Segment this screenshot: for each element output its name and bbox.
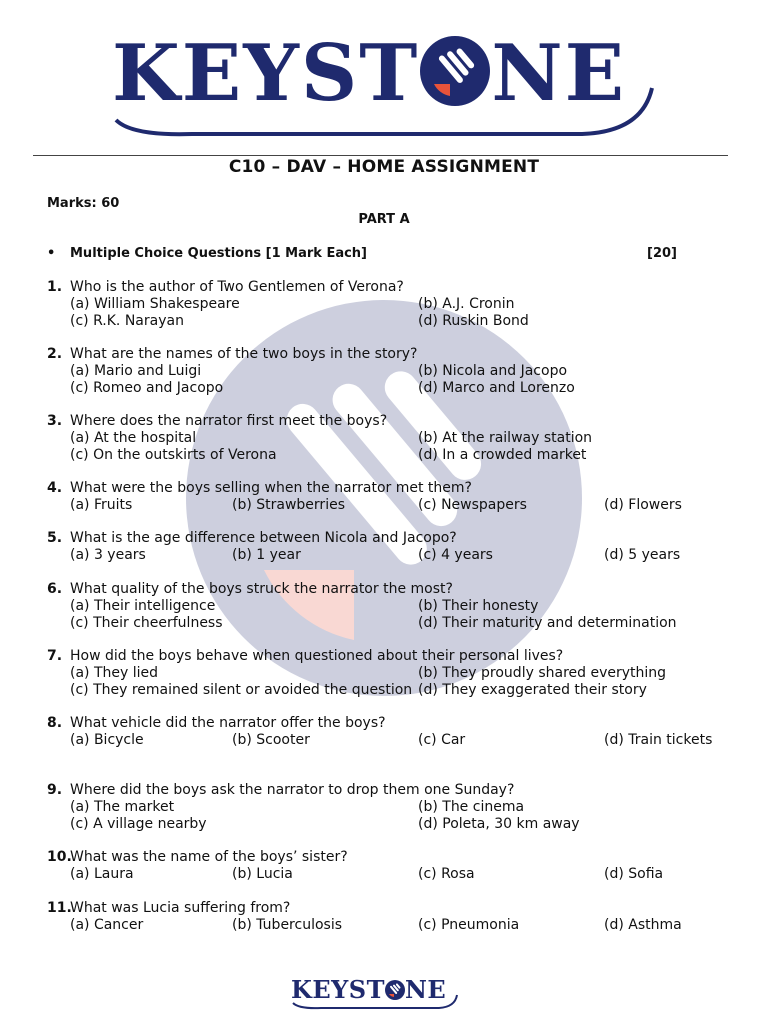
question-number: 8.: [47, 715, 63, 731]
option-a: (a) William Shakespeare: [70, 296, 240, 312]
option-c: (c) Their cheerfulness: [70, 615, 223, 631]
question-text: What are the names of the two boys in the story?: [70, 346, 418, 362]
question-text: What was the name of the boys’ sister?: [70, 849, 348, 865]
option-b: (b) 1 year: [232, 547, 301, 563]
option-d: (d) They exaggerated their story: [418, 682, 647, 698]
question-text: Where does the narrator first meet the boys?: [70, 413, 388, 429]
bullet: •: [47, 246, 56, 261]
option-c: (c) They remained silent or avoided the question: [70, 682, 413, 698]
question-text: What were the boys selling when the narrator met them?: [70, 480, 472, 496]
footer-logo-text-left: KEYST: [291, 975, 385, 1004]
option-d: (d) Flowers: [604, 497, 682, 513]
logo-text-right: NE: [491, 28, 627, 119]
option-b: (b) Their honesty: [418, 598, 539, 614]
option-a: (a) Their intelligence: [70, 598, 216, 614]
footer-logo: [291, 975, 461, 1011]
part-heading: PART A: [358, 212, 410, 227]
question-number: 3.: [47, 413, 63, 429]
option-c: (c) A village nearby: [70, 816, 207, 832]
option-d: (d) Poleta, 30 km away: [418, 816, 580, 832]
option-c: (c) Rosa: [418, 866, 475, 882]
question-number: 1.: [47, 279, 63, 295]
question-number: 4.: [47, 480, 63, 496]
question-number: 10.: [47, 849, 72, 865]
option-b: (b) At the railway station: [418, 430, 593, 446]
option-b: (b) Scooter: [232, 732, 310, 748]
section-marks: [20]: [647, 246, 677, 261]
option-a: (a) Cancer: [70, 917, 144, 933]
option-d: (d) Sofia: [604, 866, 664, 882]
logo-text-left: KEYST: [112, 28, 420, 119]
option-b: (b) Lucia: [232, 866, 293, 882]
footer-logo-text-right: NE: [404, 975, 447, 1004]
option-b: (b) They proudly shared everything: [418, 665, 667, 681]
question-number: 11.: [47, 900, 72, 916]
option-b: (b) Nicola and Jacopo: [418, 363, 568, 379]
option-d: (d) Their maturity and determination: [418, 615, 677, 631]
option-c: (c) On the outskirts of Verona: [70, 447, 277, 463]
option-c: (c) R.K. Narayan: [70, 313, 184, 329]
question-number: 2.: [47, 346, 63, 362]
option-a: (a) 3 years: [70, 547, 146, 563]
option-d: (d) Asthma: [604, 917, 682, 933]
option-d: (d) Ruskin Bond: [418, 313, 529, 329]
question-number: 5.: [47, 530, 63, 546]
question-text: Who is the author of Two Gentlemen of Verona?: [70, 279, 404, 295]
keystone-logo: [112, 30, 660, 138]
option-d: (d) Marco and Lorenzo: [418, 380, 575, 396]
option-d: (d) In a crowded market: [418, 447, 587, 463]
option-b: (b) The cinema: [418, 799, 525, 815]
option-d: (d) Train tickets: [604, 732, 713, 748]
question-text: What vehicle did the narrator offer the boys?: [70, 715, 386, 731]
logo-swoosh-icon: [112, 84, 660, 138]
question-text: What quality of the boys struck the narrator the most?: [70, 581, 453, 597]
section-label: Multiple Choice Questions [1 Mark Each]: [70, 246, 367, 261]
option-a: (a) The market: [70, 799, 175, 815]
option-b: (b) A.J. Cronin: [418, 296, 515, 312]
option-a: (a) Bicycle: [70, 732, 144, 748]
question-number: 7.: [47, 648, 63, 664]
option-b: (b) Strawberries: [232, 497, 345, 513]
option-c: (c) Car: [418, 732, 466, 748]
header-divider: [33, 155, 728, 156]
question-text: How did the boys behave when questioned about their personal lives?: [70, 648, 564, 664]
option-a: (a) Laura: [70, 866, 134, 882]
question-number: 9.: [47, 782, 63, 798]
option-a: (a) Fruits: [70, 497, 133, 513]
option-b: (b) Tuberculosis: [232, 917, 343, 933]
option-c: (c) Newspapers: [418, 497, 527, 513]
option-c: (c) Romeo and Jacopo: [70, 380, 224, 396]
option-a: (a) They lied: [70, 665, 159, 681]
question-text: What is the age difference between Nicola and Jacopo?: [70, 530, 457, 546]
page-title: C10 – DAV – HOME ASSIGNMENT: [228, 157, 540, 177]
question-text: What was Lucia suffering from?: [70, 900, 291, 916]
option-c: (c) Pneumonia: [418, 917, 520, 933]
question-number: 6.: [47, 581, 63, 597]
footer-swoosh-icon: [291, 993, 461, 1011]
option-a: (a) Mario and Luigi: [70, 363, 202, 379]
option-d: (d) 5 years: [604, 547, 681, 563]
question-text: Where did the boys ask the narrator to drop them one Sunday?: [70, 782, 515, 798]
total-marks: Marks: 60: [47, 196, 120, 211]
option-c: (c) 4 years: [418, 547, 493, 563]
option-a: (a) At the hospital: [70, 430, 197, 446]
